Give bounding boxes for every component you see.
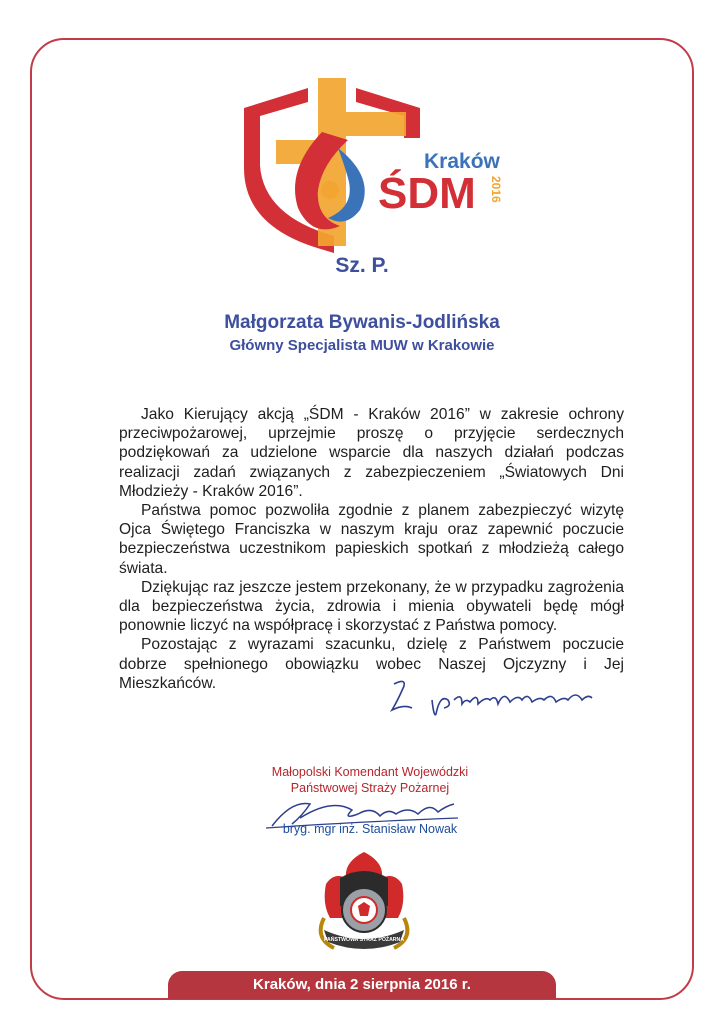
letter-paragraph: Państwa pomoc pozwoliła zgodnie z planem zabezpieczyć wizytę Ojca Świętego Franciszka w naszym kraju oraz zapewnić poczucie bezpieczeństwa uczestnikom papieskich spotkań z młodzieżą całego świata.: [119, 502, 624, 577]
letter-body: [119, 405, 624, 693]
letter-paragraph: Dziękując raz jeszcze jestem przekonany, że w przypadku zagrożenia dla bezpieczeństwa życia, zdrowia i mienia obywateli będę mógł ponownie liczyć na współpracę i skorzystać z Państwa pomocy.: [119, 578, 624, 635]
signer-rank-line1: Małopolski Komendant Wojewódzki: [271, 765, 469, 779]
emblem-text: PAŃSTWOWA STRAŻ POŻARNA: [323, 937, 405, 943]
handwritten-note: [382, 670, 612, 720]
signer-rank: [220, 764, 520, 796]
signer-name: bryg. mgr inż. Stanisław Nowak: [282, 822, 458, 836]
sdm-krakow-2016-logo: [236, 78, 516, 258]
logo-dot: [321, 181, 339, 199]
letter-paragraph: Jako Kierujący akcją „ŚDM - Kraków 2016” w zakresie ochrony przeciwpożarowej, uprzejmie proszę o przyjęcie serdecznych podziękowań za udzielone wsparcie dla naszych działań podczas realizacji zadań związanych z zabezpieczeniem „Światowych Dni Młodzieży - Kraków 2016”.: [119, 406, 624, 500]
fire-service-emblem: [314, 848, 414, 958]
recipient-title: Główny Specjalista MUW w Krakowie: [229, 337, 495, 354]
logo-acronym: ŚDM: [378, 169, 476, 218]
signer-rank-line2: Państwowej Straży Pożarnej: [290, 781, 450, 795]
footer-place-date: Kraków, dnia 2 sierpnia 2016 r.: [168, 971, 556, 999]
salutation: Sz. P.: [335, 254, 389, 277]
letter-paragraph: Pozostając z wyrazami szacunku, dzielę z Państwem poczucie dobrze spełnionego obowiązku wobec Naszej Ojczyzny i Jej Mieszkańców.: [119, 636, 624, 692]
logo-year: 2016: [489, 176, 503, 203]
logo-city: Kraków: [424, 150, 500, 173]
recipient-name: Małgorzata Bywanis-Jodlińska: [224, 312, 500, 333]
